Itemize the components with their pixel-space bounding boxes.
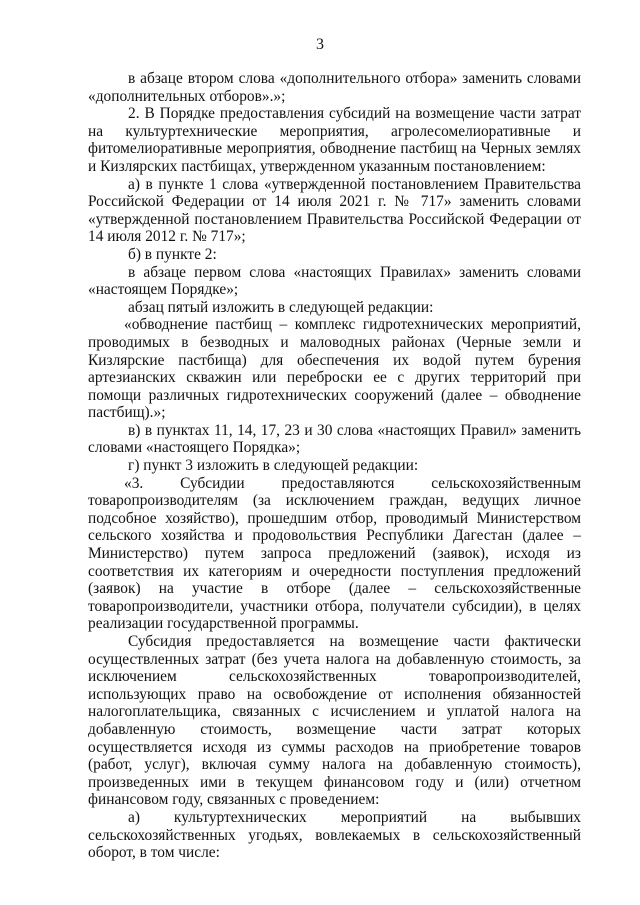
paragraph: а) в пункте 1 слова «утвержденной постановлением Правительства Российской Федерации от 14 июля 2021 г. № 717» заменить словами «утвержденной постановлением Правительства Российской Федерации от 14 июля 2012 г. № 717»; — [88, 175, 581, 246]
paragraph: 2. В Порядке предоставления субсидий на возмещение части затрат на культуртехнические мероприятия, агролесомелиоративные и фитомелиоративные мероприятия, обводнение пастбищ на Черных землях и Кизлярских пастбищах, утвержденном указанным постановлением: — [88, 105, 581, 175]
paragraph: в абзаце втором слова «дополнительного отбора» заменить словами «дополнительных отборов».»; — [88, 70, 581, 105]
paragraph: г) пункт 3 изложить в следующей редакции: — [128, 457, 419, 475]
page-number: 3 — [316, 36, 324, 53]
document-body — [88, 70, 581, 862]
paragraph: «3. Субсидии предоставляются сельскохозяйственным товаропроизводителям (за исключением граждан, ведущих личное подсобное хозяйство), прошедшим отбор, проводимый Министерством сельского хозяйства и продовольствия Республики Дагестан (далее – Министерство) путем запроса предложений (заявок), исходя из соответствия их категориям и очередности поступления предложений (заявок) на участие в отборе (далее – сельскохозяйственные товаропроизводители, участники отбора, получатели субсидии), в целях реализации государственной программы. — [88, 474, 581, 633]
paragraph: б) в пункте 2: — [128, 245, 217, 263]
paragraph: Субсидия предоставляется на возмещение части фактически осуществленных затрат (без учета налога на добавленную стоимость, за исключением сельскохозяйственных товаропроизводителей, использующих право на освобождение от исполнения обязанностей налогоплательщика, связанных с исчислением и уплатой налога на добавленную стоимость, возмещение части затрат которых осуществляется исходя из суммы расходов на приобретение товаров (работ, услуг), включая сумму налога на добавленную стоимость), произведенных ими в текущем финансовом году и (или) отчетном финансовом году, связанных с проведением: — [88, 633, 581, 809]
paragraph: в) в пунктах 11, 14, 17, 23 и 30 слова «настоящих Правил» заменить словами «настоящего Порядка»; — [88, 421, 581, 457]
paragraph: «обводнение пастбищ – комплекс гидротехнических мероприятий, проводимых в безводных и маловодных районах (Черные земли и Кизлярские пастбища) для обеспечения их водой путем бурения артезианских скважин или переброски ее с других территорий при помощи различных гидротехнических сооружений (далее – обводнение пастбищ).»; — [88, 316, 581, 422]
paragraph: а) культуртехнических мероприятий на выбывших сельскохозяйственных угодьях, вовлекаемых в сельскохозяйственный оборот, в том числе: — [88, 808, 581, 862]
paragraph: абзац пятый изложить в следующей редакции: — [128, 298, 434, 316]
paragraph: в абзаце первом слова «настоящих Правилах» заменить словами «настоящем Порядке»; — [88, 263, 581, 299]
